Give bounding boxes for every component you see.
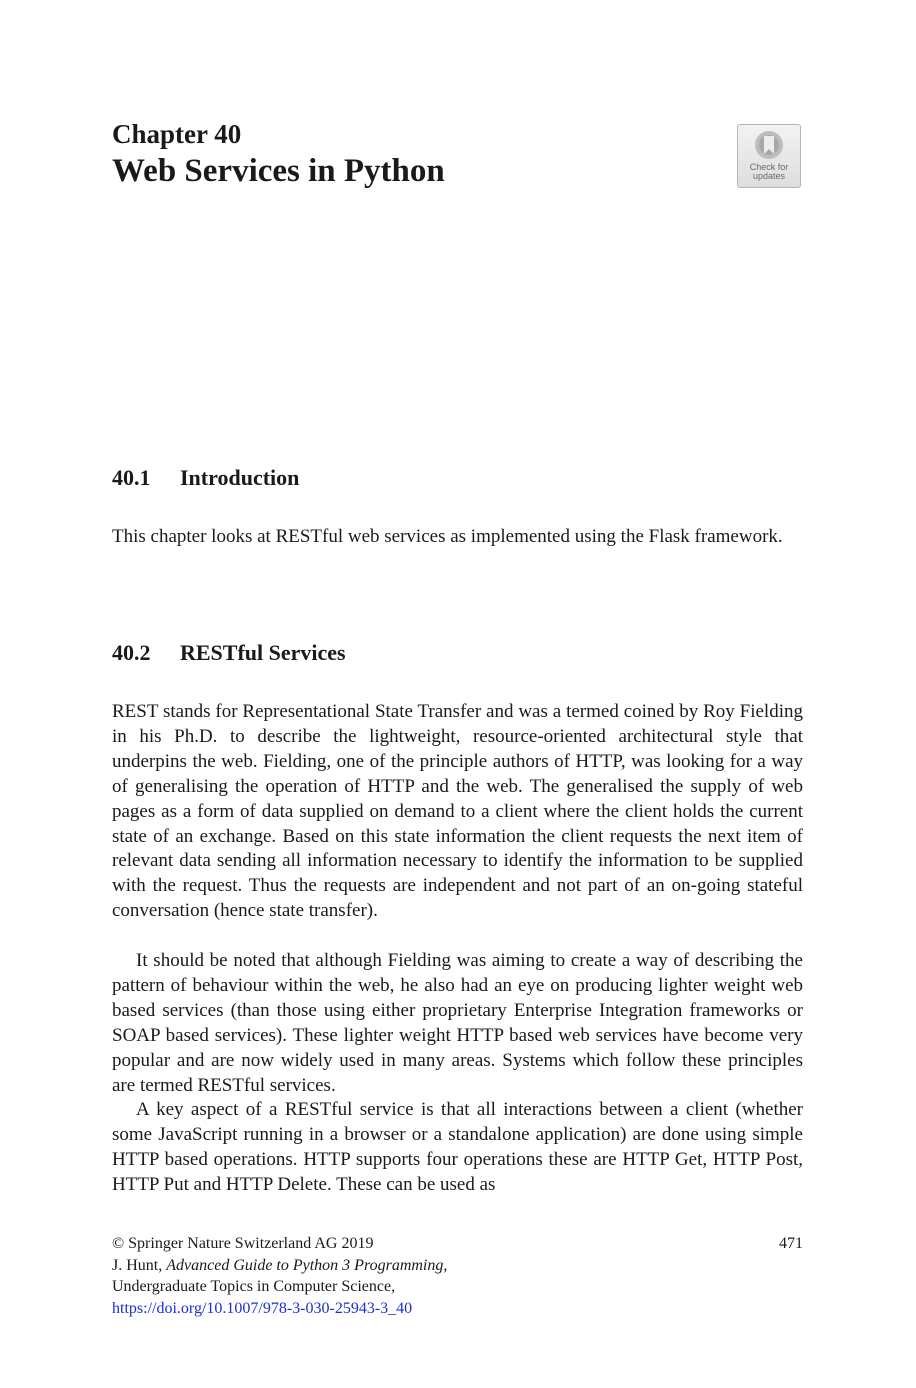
doi-link[interactable]: https://doi.org/10.1007/978-3-030-25943-3_40 [112, 1299, 413, 1317]
body-paragraph: REST stands for Representational State Transfer and was a termed coined by Roy Fielding in his Ph.D. to describe the lightweight, resource-oriented architectural style that underpins the web. Fielding, one of the principle authors of HTTP, was looking for a way of generalising the operation of HTTP and the web. The generalised the supply of web pages as a form of data supplied on demand to a client where the client holds the current state of an exchange. Based on this state information the client requests the next item of relevant data sending all information necessary to identify the information to be supplied with the request. Thus the requests are independent and not part of an on-going stateful conversation (hence state transfer). [112, 701, 803, 922]
section-number: 40.2 [112, 640, 151, 665]
book-title: Advanced Guide to Python 3 Programming [166, 1256, 444, 1274]
chapter-title: Web Services in Python [112, 153, 445, 189]
badge-line-2: updates [752, 171, 786, 181]
badge-line-1: Check for [749, 162, 789, 172]
check-for-updates-badge[interactable] [737, 124, 801, 188]
citation-author: J. Hunt, [112, 1256, 167, 1274]
section-title: RESTful Services [180, 640, 346, 665]
page-number: 471 [779, 1235, 803, 1252]
section-heading-introduction [112, 465, 299, 491]
section-heading-restful-services [112, 640, 346, 666]
body-paragraph: It should be noted that although Fielding was aiming to create a way of describing the pattern of behaviour within the web, he also had an eye on producing lighter weight web based services (than those using either proprietary Enterprise Integration frameworks or SOAP based services). These lighter weight HTTP based web services have become very popular and are now widely used in many areas. Systems which follow these principles are termed RESTful services. [112, 950, 803, 1096]
intro-paragraph: This chapter looks at RESTful web services as implemented using the Flask framework. [112, 526, 783, 547]
citation-comma: , [443, 1256, 448, 1274]
body-paragraph: A key aspect of a RESTful service is that all interactions between a client (whether some JavaScript running in a browser or a standalone application) are done using simple HTTP based operations. HTTP supports four operations these are HTTP Get, HTTP Post, HTTP Put and HTTP Delete. These can be used as [112, 1099, 803, 1195]
book-page [112, 0, 803, 1388]
section-title: Introduction [180, 465, 300, 490]
bookmark-ribbon-icon [752, 130, 786, 162]
page-footer [112, 1233, 803, 1319]
chapter-label: Chapter 40 [112, 119, 242, 149]
series-line: Undergraduate Topics in Computer Science, [112, 1278, 396, 1295]
citation-line [112, 1255, 803, 1277]
section-number: 40.1 [112, 465, 151, 490]
check-for-updates-text [738, 163, 800, 181]
copyright-line: © Springer Nature Switzerland AG 2019 [112, 1235, 374, 1252]
